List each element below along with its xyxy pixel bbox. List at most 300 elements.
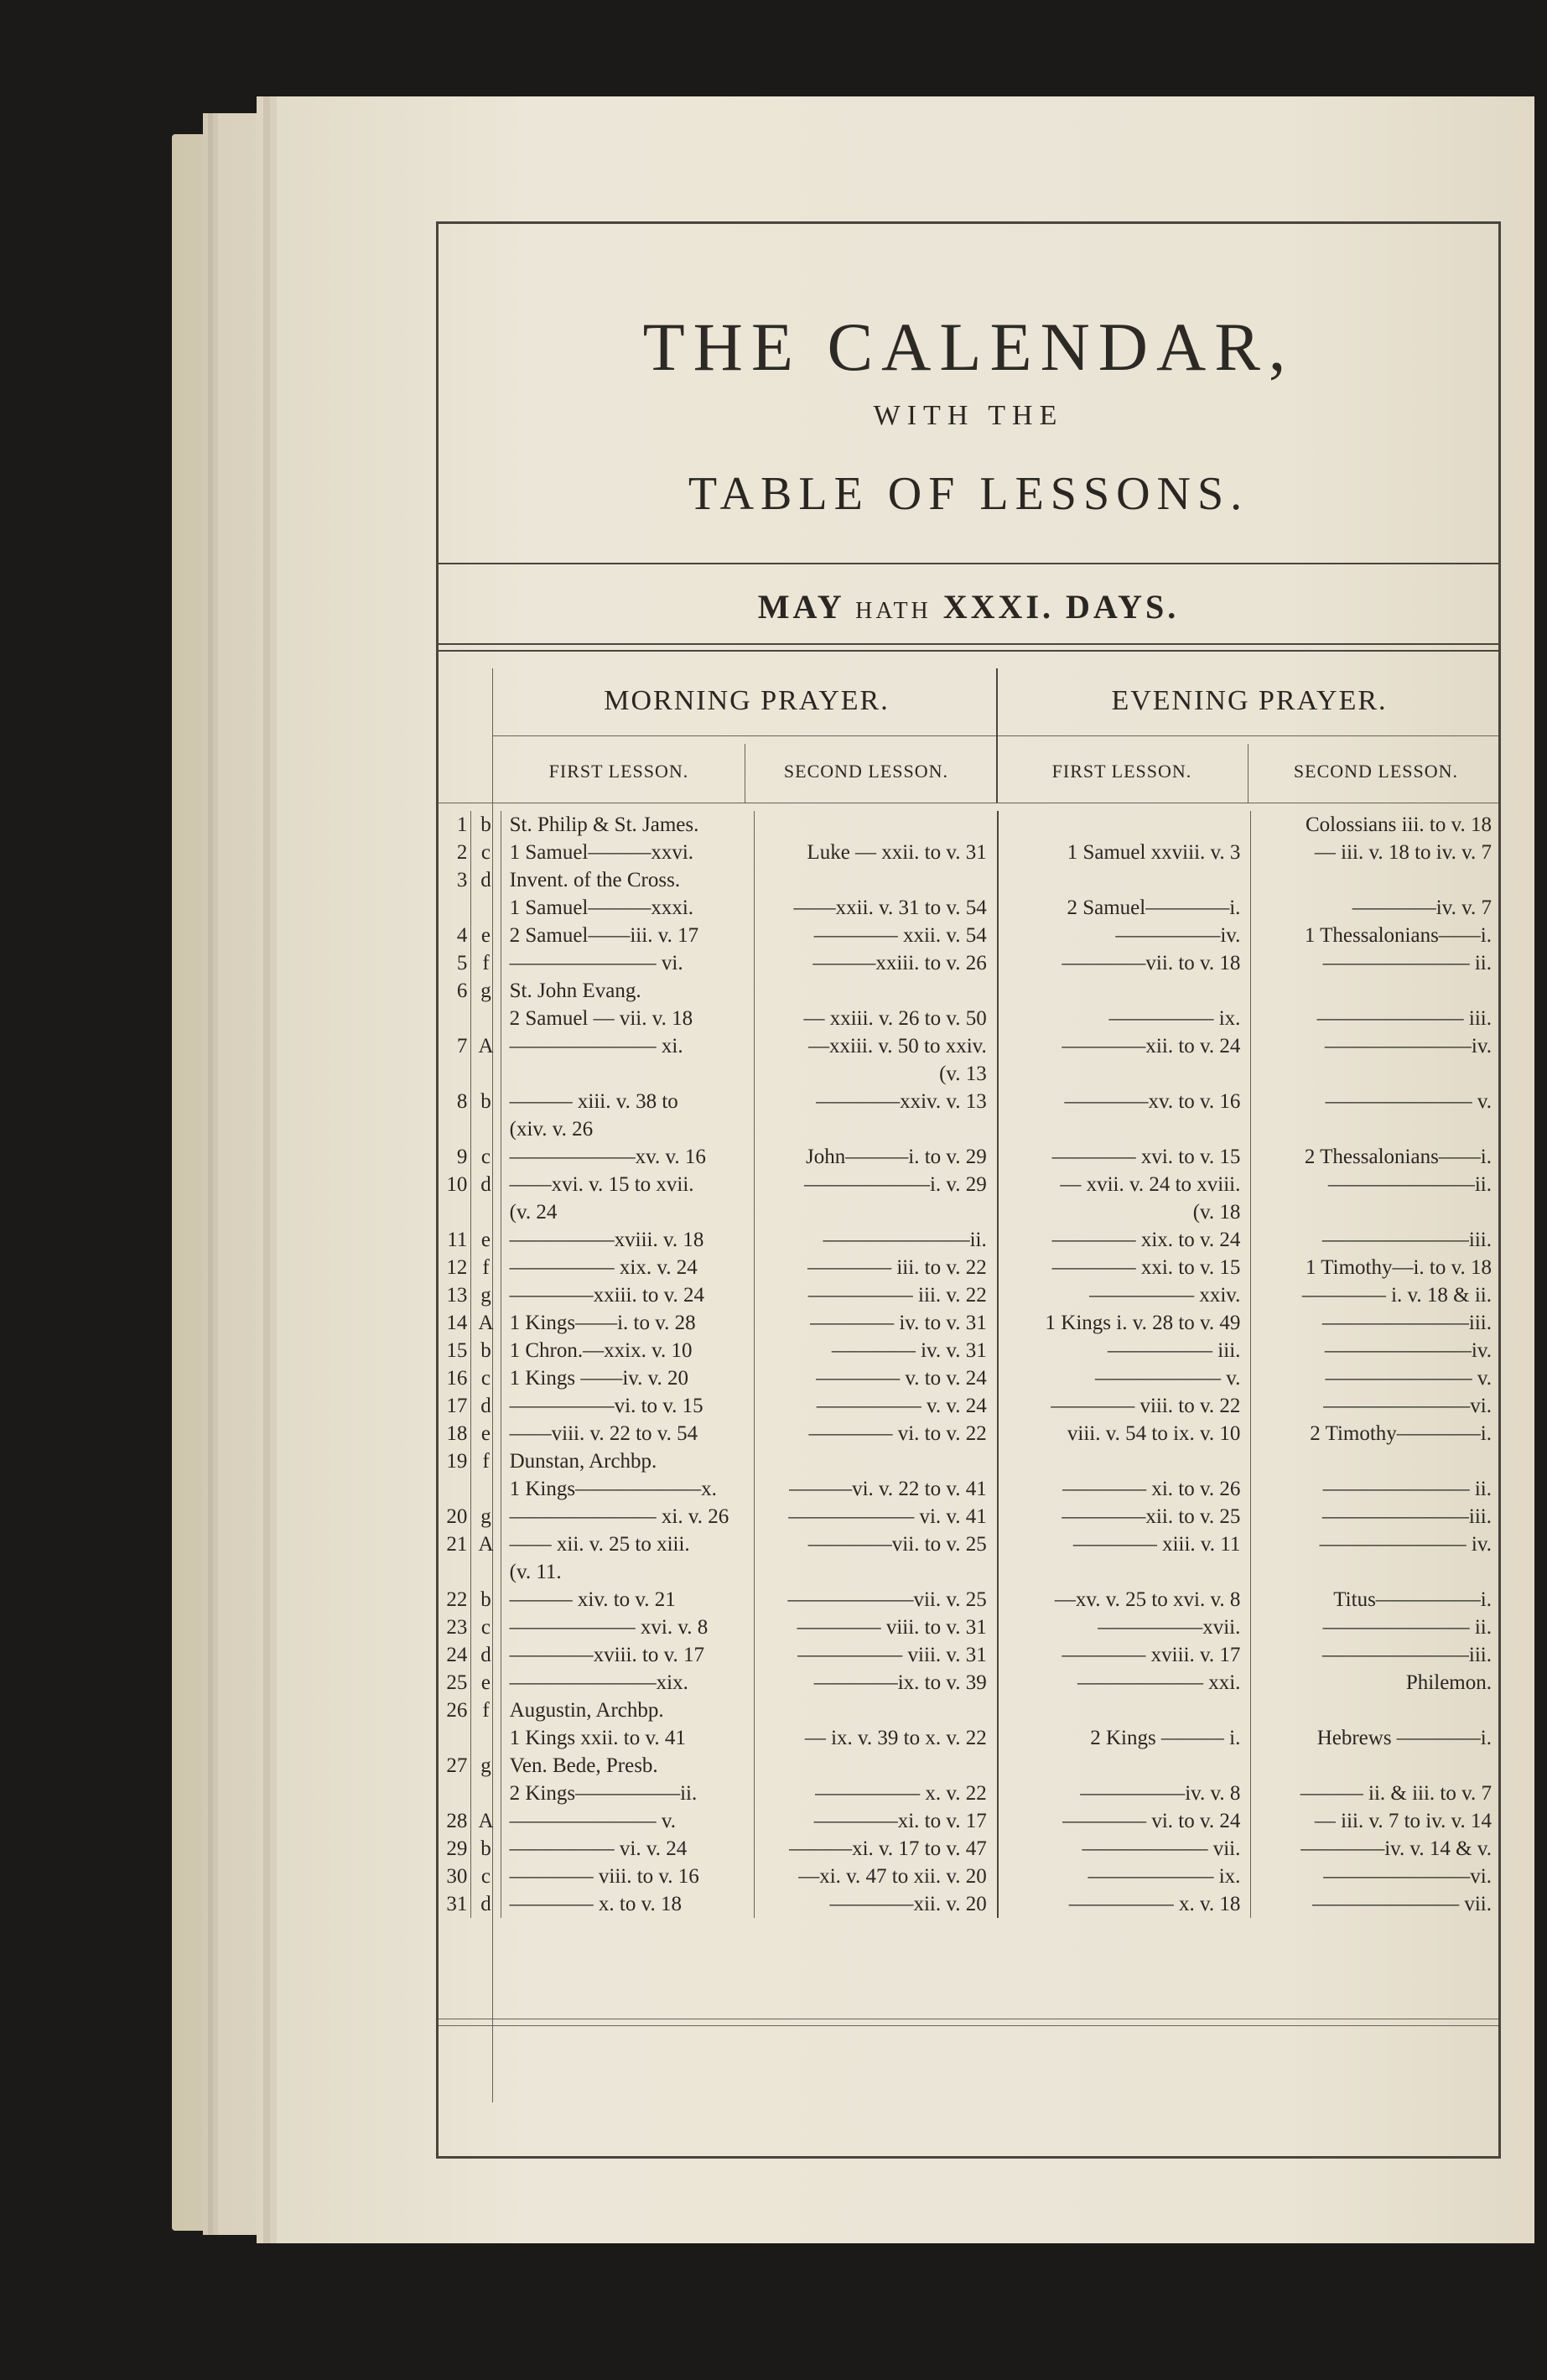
day-number: 4 xyxy=(439,922,471,949)
evening-first-lesson xyxy=(998,1558,1251,1586)
morning-second-lesson: ————xxiv. v. 13 xyxy=(755,1088,998,1115)
month-rule-bottom xyxy=(439,650,1498,652)
morning-second-lesson: —xxiii. v. 50 to xxiv. xyxy=(755,1032,998,1060)
morning-second-lesson: ————— iii. v. 22 xyxy=(755,1281,998,1309)
dominical-letter xyxy=(471,1198,501,1226)
evening-first-lesson xyxy=(998,1752,1251,1780)
dominical-letter: b xyxy=(471,1586,501,1614)
dominical-letter: c xyxy=(471,1143,501,1171)
evening-second-lesson xyxy=(1251,1198,1498,1226)
day-number: 16 xyxy=(439,1364,471,1392)
morning-first-lesson xyxy=(501,1060,755,1088)
calendar-frame xyxy=(436,221,1501,2159)
table-row xyxy=(439,1088,1498,1115)
evening-first-lesson: ————— x. v. 18 xyxy=(998,1890,1251,1918)
morning-second-lesson xyxy=(755,1752,998,1780)
dominical-letter: d xyxy=(471,866,501,894)
morning-first-lesson: ——— xiii. v. 38 to xyxy=(501,1088,755,1115)
evening-second-lesson xyxy=(1251,1115,1498,1143)
morning-first-lesson: 2 Kings—————ii. xyxy=(501,1780,755,1807)
morning-first-lesson: —— xii. v. 25 to xiii. xyxy=(501,1530,755,1558)
evening-first-lesson: (v. 18 xyxy=(998,1198,1251,1226)
day-number: 18 xyxy=(439,1420,471,1447)
evening-first-lesson: ———— xviii. v. 17 xyxy=(998,1641,1251,1669)
evening-first-lesson-header: FIRST LESSON. xyxy=(1051,761,1192,782)
day-number: 13 xyxy=(439,1281,471,1309)
evening-second-lesson: ——————— ii. xyxy=(1322,1616,1492,1639)
morning-first-lesson: 1 Kings xxii. to v. 41 xyxy=(501,1724,755,1752)
table-row xyxy=(439,1835,1498,1863)
morning-first-lesson: ——————— xi. v. 26 xyxy=(501,1503,755,1530)
day-number: 12 xyxy=(439,1254,471,1281)
table-row xyxy=(439,1863,1498,1890)
lessons-table xyxy=(439,811,1498,1918)
evening-second-lesson: ——— ii. & iii. to v. 7 xyxy=(1300,1782,1492,1805)
dominical-letter: e xyxy=(471,1226,501,1254)
day-number: 29 xyxy=(439,1835,471,1863)
table-row xyxy=(439,977,1498,1005)
day-number xyxy=(439,1475,471,1503)
table-row xyxy=(439,949,1498,977)
evening-first-lesson: —————— ix. xyxy=(998,1863,1251,1890)
table-row xyxy=(439,1005,1498,1032)
day-number: 20 xyxy=(439,1503,471,1530)
morning-second-lesson: ————xi. to v. 17 xyxy=(755,1807,998,1835)
evening-first-lesson: —————— xxi. xyxy=(998,1669,1251,1697)
evening-first-lesson: 2 Kings ——— i. xyxy=(998,1724,1251,1752)
morning-second-lesson: ————— x. v. 22 xyxy=(755,1780,998,1807)
morning-second-lesson: ———————ii. xyxy=(755,1226,998,1254)
morning-second-lesson: —————— vi. v. 41 xyxy=(755,1503,998,1530)
morning-second-lesson xyxy=(755,1447,998,1475)
day-number: 11 xyxy=(439,1226,471,1254)
morning-second-lesson: ————ix. to v. 39 xyxy=(755,1669,998,1697)
morning-second-lesson xyxy=(755,811,998,839)
morning-first-lesson: Ven. Bede, Presb. xyxy=(501,1752,755,1780)
evening-second-lesson: 1 Timothy—i. to v. 18 xyxy=(1305,1256,1492,1279)
morning-second-lesson-header: SECOND LESSON. xyxy=(783,761,949,782)
morning-first-lesson: Augustin, Archbp. xyxy=(501,1697,755,1724)
morning-first-lesson: ——————— vi. xyxy=(501,949,755,977)
evening-second-lesson: ———————iii. xyxy=(1321,1644,1492,1666)
evening-second-lesson xyxy=(1251,1697,1498,1724)
table-row xyxy=(439,1697,1498,1724)
evening-first-lesson: ————xv. to v. 16 xyxy=(998,1088,1251,1115)
table-row xyxy=(439,1475,1498,1503)
dominical-letter xyxy=(471,1558,501,1586)
evening-first-lesson xyxy=(998,811,1251,839)
day-number: 5 xyxy=(439,949,471,977)
dominical-letter: e xyxy=(471,922,501,949)
dominical-letter: A xyxy=(471,1309,501,1337)
evening-second-lesson: ———— i. v. 18 & ii. xyxy=(1301,1284,1492,1307)
morning-second-lesson: — ix. v. 39 to x. v. 22 xyxy=(755,1724,998,1752)
morning-first-lesson: —————vi. to v. 15 xyxy=(501,1392,755,1420)
dominical-letter xyxy=(471,1060,501,1088)
table-row xyxy=(439,1115,1498,1143)
morning-second-lesson xyxy=(755,1697,998,1724)
table-row xyxy=(439,866,1498,894)
table-row xyxy=(439,1337,1498,1364)
dominical-letter: b xyxy=(471,811,501,839)
morning-first-lesson: (v. 11. xyxy=(501,1558,755,1586)
morning-second-lesson: ———xi. v. 17 to v. 47 xyxy=(755,1835,998,1863)
dominical-letter: f xyxy=(471,949,501,977)
evening-first-lesson: —————iv. xyxy=(998,922,1251,949)
dominical-letter: A xyxy=(471,1530,501,1558)
dominical-letter: c xyxy=(471,1863,501,1890)
evening-first-lesson: ————xii. to v. 24 xyxy=(998,1032,1251,1060)
evening-first-lesson: ————— iii. xyxy=(998,1337,1251,1364)
dominical-letter: d xyxy=(471,1171,501,1198)
day-number: 23 xyxy=(439,1614,471,1641)
evening-second-lesson xyxy=(1251,1558,1498,1586)
evening-second-lesson: Philemon. xyxy=(1405,1671,1492,1694)
evening-second-lesson: ——————— v. xyxy=(1325,1090,1492,1113)
table-row xyxy=(439,922,1498,949)
evening-prayer-header: EVENING PRAYER. xyxy=(1111,685,1388,716)
day-number: 6 xyxy=(439,977,471,1005)
table-row xyxy=(439,1752,1498,1780)
day-number xyxy=(439,1060,471,1088)
evening-second-lesson: 1 Thessalonians——i. xyxy=(1304,924,1492,947)
evening-first-lesson: ————vii. to v. 18 xyxy=(998,949,1251,977)
month-hath: HATH xyxy=(855,598,932,624)
table-row xyxy=(439,894,1498,922)
day-number: 9 xyxy=(439,1143,471,1171)
evening-second-lesson: ——————— ii. xyxy=(1322,952,1492,974)
morning-first-lesson-header: FIRST LESSON. xyxy=(548,761,689,782)
day-number xyxy=(439,1005,471,1032)
day-number: 17 xyxy=(439,1392,471,1420)
evening-second-lesson: — iii. v. 7 to iv. v. 14 xyxy=(1314,1810,1492,1832)
dominical-letter: e xyxy=(471,1669,501,1697)
table-row xyxy=(439,1143,1498,1171)
evening-first-lesson: 1 Kings i. v. 28 to v. 49 xyxy=(998,1309,1251,1337)
morning-second-lesson: —xi. v. 47 to xii. v. 20 xyxy=(755,1863,998,1890)
evening-second-lesson xyxy=(1251,1447,1498,1475)
table-row xyxy=(439,1364,1498,1392)
evening-first-lesson: ———— xvi. to v. 15 xyxy=(998,1143,1251,1171)
morning-first-lesson: ———— viii. to v. 16 xyxy=(501,1863,755,1890)
morning-first-lesson: —————xviii. v. 18 xyxy=(501,1226,755,1254)
day-number: 27 xyxy=(439,1752,471,1780)
dominical-letter: d xyxy=(471,1890,501,1918)
morning-second-lesson: ———— viii. to v. 31 xyxy=(755,1614,998,1641)
morning-first-lesson: 1 Kings——————x. xyxy=(501,1475,755,1503)
evening-second-lesson: ——————— vii. xyxy=(1312,1893,1492,1915)
morning-second-lesson: ———— v. to v. 24 xyxy=(755,1364,998,1392)
morning-first-lesson: 1 Chron.—xxix. v. 10 xyxy=(501,1337,755,1364)
dominical-letter: g xyxy=(471,1752,501,1780)
evening-first-lesson: ———— xiii. v. 11 xyxy=(998,1530,1251,1558)
day-number: 2 xyxy=(439,839,471,866)
page-title: THE CALENDAR, xyxy=(642,309,1295,385)
day-number xyxy=(439,1198,471,1226)
table-row xyxy=(439,1309,1498,1337)
evening-first-lesson: — xvii. v. 24 to xviii. xyxy=(998,1171,1251,1198)
evening-second-lesson: ——————— v. xyxy=(1325,1367,1492,1390)
morning-second-lesson: ————xii. v. 20 xyxy=(755,1890,998,1918)
dominical-letter: d xyxy=(471,1392,501,1420)
dominical-letter: d xyxy=(471,1641,501,1669)
table-row xyxy=(439,1724,1498,1752)
evening-second-lesson: ————iv. v. 14 & v. xyxy=(1300,1837,1492,1860)
morning-first-lesson: ——————— v. xyxy=(501,1807,755,1835)
dominical-letter: c xyxy=(471,1614,501,1641)
morning-first-lesson: ————— xix. v. 24 xyxy=(501,1254,755,1281)
evening-first-lesson: ———— xi. to v. 26 xyxy=(998,1475,1251,1503)
dominical-letter: c xyxy=(471,1364,501,1392)
day-number: 3 xyxy=(439,866,471,894)
day-number: 14 xyxy=(439,1309,471,1337)
morning-second-lesson xyxy=(755,977,998,1005)
table-row xyxy=(439,1530,1498,1558)
morning-second-lesson: John———i. to v. 29 xyxy=(755,1143,998,1171)
page-subtitle-lessons: TABLE OF LESSONS. xyxy=(688,468,1249,520)
table-row xyxy=(439,1503,1498,1530)
morning-second-lesson xyxy=(755,1198,998,1226)
table-row xyxy=(439,1641,1498,1669)
dominical-letter: f xyxy=(471,1254,501,1281)
morning-first-lesson: ————xxiii. to v. 24 xyxy=(501,1281,755,1309)
day-number: 21 xyxy=(439,1530,471,1558)
evening-first-lesson: —xv. v. 25 to xvi. v. 8 xyxy=(998,1586,1251,1614)
morning-first-lesson: 2 Samuel——iii. v. 17 xyxy=(501,922,755,949)
table-row xyxy=(439,1420,1498,1447)
evening-first-lesson: 2 Samuel————i. xyxy=(998,894,1251,922)
evening-first-lesson xyxy=(998,1060,1251,1088)
evening-first-lesson xyxy=(998,977,1251,1005)
day-number: 31 xyxy=(439,1890,471,1918)
evening-col-divider-header xyxy=(1248,744,1249,803)
dominical-letter: A xyxy=(471,1032,501,1060)
evening-first-lesson: —————iv. v. 8 xyxy=(998,1780,1251,1807)
morning-second-lesson xyxy=(755,866,998,894)
evening-first-lesson: ———— xix. to v. 24 xyxy=(998,1226,1251,1254)
evening-second-lesson: ———————vi. xyxy=(1323,1395,1492,1417)
day-number xyxy=(439,1724,471,1752)
day-number xyxy=(439,1558,471,1586)
morning-first-lesson: ——viii. v. 22 to v. 54 xyxy=(501,1420,755,1447)
table-row xyxy=(439,1586,1498,1614)
evening-second-lesson: ———————iii. xyxy=(1321,1229,1492,1251)
dominical-letter xyxy=(471,894,501,922)
dominical-letter xyxy=(471,1005,501,1032)
morning-second-lesson: ————— v. v. 24 xyxy=(755,1392,998,1420)
month-rule-top xyxy=(439,643,1498,645)
evening-second-lesson: 2 Thessalonians——i. xyxy=(1304,1146,1492,1168)
evening-second-lesson: ———————iv. xyxy=(1324,1035,1492,1057)
dominical-letter: g xyxy=(471,1281,501,1309)
table-row xyxy=(439,1254,1498,1281)
evening-second-lesson xyxy=(1251,866,1498,894)
table-row xyxy=(439,1226,1498,1254)
morning-second-lesson xyxy=(755,1115,998,1143)
evening-second-lesson xyxy=(1251,1060,1498,1088)
table-row xyxy=(439,1281,1498,1309)
day-number: 28 xyxy=(439,1807,471,1835)
evening-second-lesson: ———————iii. xyxy=(1321,1505,1492,1528)
evening-second-lesson: ———————iii. xyxy=(1321,1312,1492,1334)
table-bottom-rule-2 xyxy=(439,2025,1498,2026)
evening-first-lesson xyxy=(998,866,1251,894)
day-number: 8 xyxy=(439,1088,471,1115)
evening-first-lesson: ———— xxi. to v. 15 xyxy=(998,1254,1251,1281)
evening-first-lesson: ————— xxiv. xyxy=(998,1281,1251,1309)
morning-second-lesson: — xxiii. v. 26 to v. 50 xyxy=(755,1005,998,1032)
dominical-letter: b xyxy=(471,1835,501,1863)
morning-first-lesson: Dunstan, Archbp. xyxy=(501,1447,755,1475)
dominical-letter: A xyxy=(471,1807,501,1835)
morning-first-lesson: 1 Samuel———xxxi. xyxy=(501,894,755,922)
morning-first-lesson: ——— xiv. to v. 21 xyxy=(501,1586,755,1614)
evening-second-lesson: Colossians iii. to v. 18 xyxy=(1305,813,1492,836)
morning-first-lesson: (v. 24 xyxy=(501,1198,755,1226)
morning-second-lesson: ———— iv. to v. 31 xyxy=(755,1309,998,1337)
morning-second-lesson: ——xxii. v. 31 to v. 54 xyxy=(755,894,998,922)
table-row xyxy=(439,1669,1498,1697)
day-number xyxy=(439,1115,471,1143)
dominical-letter xyxy=(471,1115,501,1143)
morning-first-lesson: St. Philip & St. James. xyxy=(501,811,755,839)
day-number: 25 xyxy=(439,1669,471,1697)
day-number xyxy=(439,1780,471,1807)
table-row xyxy=(439,839,1498,866)
day-number: 19 xyxy=(439,1447,471,1475)
morning-first-lesson: St. John Evang. xyxy=(501,977,755,1005)
morning-first-lesson: —————— xvi. v. 8 xyxy=(501,1614,755,1641)
day-number: 24 xyxy=(439,1641,471,1669)
table-row xyxy=(439,1807,1498,1835)
month-name: MAY xyxy=(757,588,844,626)
evening-first-lesson: 1 Samuel xxviii. v. 3 xyxy=(998,839,1251,866)
evening-first-lesson xyxy=(998,1115,1251,1143)
morning-prayer-header: MORNING PRAYER. xyxy=(604,685,890,716)
morning-second-lesson: ——————i. v. 29 xyxy=(755,1171,998,1198)
table-row xyxy=(439,1032,1498,1060)
morning-first-lesson: 1 Kings——i. to v. 28 xyxy=(501,1309,755,1337)
day-number: 1 xyxy=(439,811,471,839)
morning-first-lesson: ———————xix. xyxy=(501,1669,755,1697)
evening-second-lesson: ————iv. v. 7 xyxy=(1352,896,1492,919)
dominical-letter: b xyxy=(471,1088,501,1115)
evening-second-lesson: ———————iv. xyxy=(1324,1339,1492,1362)
day-number: 26 xyxy=(439,1697,471,1724)
morning-second-lesson: ———— iv. v. 31 xyxy=(755,1337,998,1364)
evening-second-lesson xyxy=(1251,977,1498,1005)
morning-first-lesson: ——xvi. v. 15 to xvii. xyxy=(501,1171,755,1198)
month-heading xyxy=(439,587,1498,626)
day-number: 15 xyxy=(439,1337,471,1364)
dominical-letter xyxy=(471,1724,501,1752)
evening-first-lesson: —————xvii. xyxy=(998,1614,1251,1641)
table-row xyxy=(439,1558,1498,1586)
evening-second-lesson: ———————vi. xyxy=(1323,1865,1492,1888)
title-rule xyxy=(439,563,1498,564)
table-row xyxy=(439,1392,1498,1420)
evening-first-lesson: ————— ix. xyxy=(998,1005,1251,1032)
dominical-letter xyxy=(471,1475,501,1503)
table-row xyxy=(439,1780,1498,1807)
morning-second-lesson xyxy=(755,1558,998,1586)
evening-second-lesson: ——————— ii. xyxy=(1322,1478,1492,1500)
table-row xyxy=(439,1447,1498,1475)
day-number: 7 xyxy=(439,1032,471,1060)
morning-second-lesson: ———— xxii. v. 54 xyxy=(755,922,998,949)
morning-second-lesson: ———— iii. to v. 22 xyxy=(755,1254,998,1281)
dominical-letter: b xyxy=(471,1337,501,1364)
morning-first-lesson: 2 Samuel — vii. v. 18 xyxy=(501,1005,755,1032)
day-number: 10 xyxy=(439,1171,471,1198)
morning-first-lesson: Invent. of the Cross. xyxy=(501,866,755,894)
table-row xyxy=(439,1171,1498,1198)
morning-second-lesson: ————— viii. v. 31 xyxy=(755,1641,998,1669)
day-number xyxy=(439,894,471,922)
dominical-letter: f xyxy=(471,1697,501,1724)
morning-second-lesson: ————vii. to v. 25 xyxy=(755,1530,998,1558)
table-row xyxy=(439,1198,1498,1226)
evening-first-lesson: ————xii. to v. 25 xyxy=(998,1503,1251,1530)
header-divider xyxy=(492,735,1498,736)
dominical-letter: e xyxy=(471,1420,501,1447)
dominical-letter: g xyxy=(471,977,501,1005)
evening-first-lesson: —————— v. xyxy=(998,1364,1251,1392)
evening-second-lesson: ———————ii. xyxy=(1327,1173,1492,1196)
evening-second-lesson: Hebrews ————i. xyxy=(1316,1727,1492,1749)
morning-first-lesson: ——————xv. v. 16 xyxy=(501,1143,755,1171)
table-row xyxy=(439,1890,1498,1918)
morning-first-lesson: ———— x. to v. 18 xyxy=(501,1890,755,1918)
dominical-letter: f xyxy=(471,1447,501,1475)
morning-second-lesson: ———— vi. to v. 22 xyxy=(755,1420,998,1447)
morning-first-lesson: ——————— xi. xyxy=(501,1032,755,1060)
morning-first-lesson: 1 Samuel———xxvi. xyxy=(501,839,755,866)
morning-first-lesson: ————— vi. v. 24 xyxy=(501,1835,755,1863)
evening-second-lesson xyxy=(1251,1752,1498,1780)
evening-second-lesson: ——————— iv. xyxy=(1319,1533,1492,1556)
table-row xyxy=(439,1614,1498,1641)
day-number: 30 xyxy=(439,1863,471,1890)
morning-second-lesson: Luke — xxii. to v. 31 xyxy=(755,839,998,866)
morning-first-lesson: (xiv. v. 26 xyxy=(501,1115,755,1143)
evening-first-lesson: ———— vi. to v. 24 xyxy=(998,1807,1251,1835)
dominical-letter: g xyxy=(471,1503,501,1530)
dominical-letter xyxy=(471,1780,501,1807)
morning-evening-divider-header xyxy=(996,668,998,803)
evening-first-lesson xyxy=(998,1697,1251,1724)
evening-first-lesson: viii. v. 54 to ix. v. 10 xyxy=(998,1420,1251,1447)
evening-first-lesson: —————— vii. xyxy=(998,1835,1251,1863)
table-row xyxy=(439,811,1498,839)
table-row xyxy=(439,1060,1498,1088)
page-subtitle: WITH THE xyxy=(873,400,1064,431)
morning-second-lesson: (v. 13 xyxy=(755,1060,998,1088)
evening-second-lesson: Titus—————i. xyxy=(1333,1588,1492,1611)
evening-first-lesson: ———— viii. to v. 22 xyxy=(998,1392,1251,1420)
morning-first-lesson: ————xviii. to v. 17 xyxy=(501,1641,755,1669)
evening-second-lesson: ——————— iii. xyxy=(1316,1007,1492,1030)
morning-second-lesson: ——————vii. v. 25 xyxy=(755,1586,998,1614)
day-number: 22 xyxy=(439,1586,471,1614)
morning-second-lesson: ———xxiii. to v. 26 xyxy=(755,949,998,977)
evening-first-lesson xyxy=(998,1447,1251,1475)
evening-second-lesson-header: SECOND LESSON. xyxy=(1293,761,1459,782)
evening-second-lesson: — iii. v. 18 to iv. v. 7 xyxy=(1314,841,1492,864)
morning-second-lesson: ———vi. v. 22 to v. 41 xyxy=(755,1475,998,1503)
morning-first-lesson: 1 Kings ——iv. v. 20 xyxy=(501,1364,755,1392)
dominical-letter: c xyxy=(471,839,501,866)
